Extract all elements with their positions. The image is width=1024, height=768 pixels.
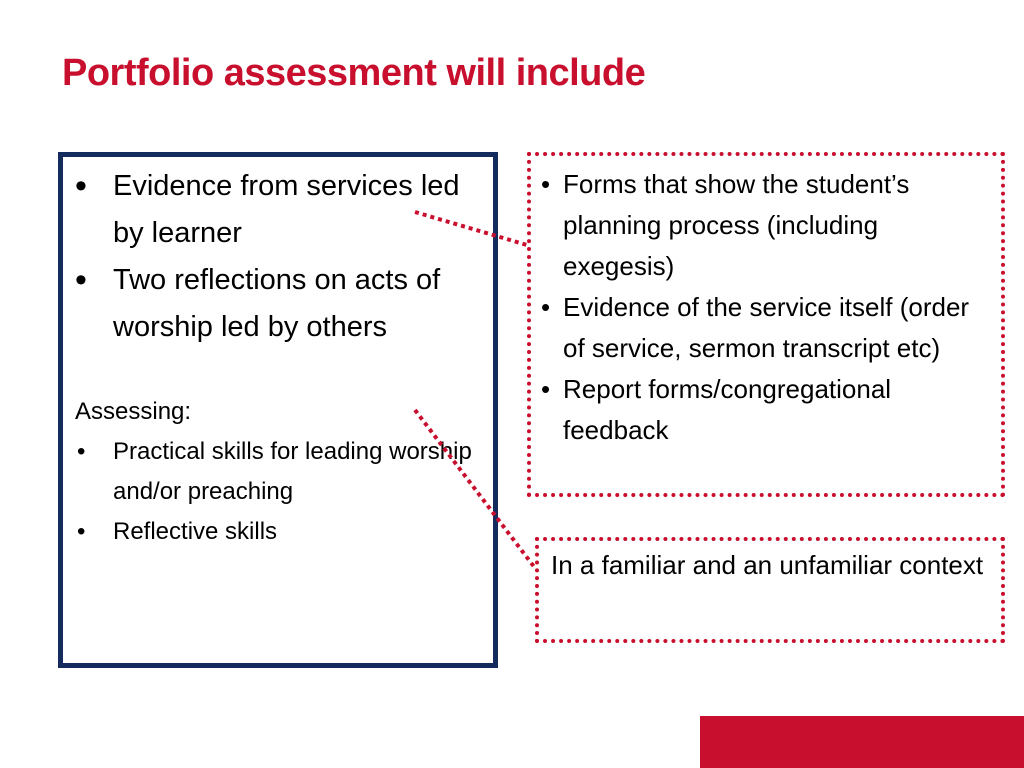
bullet-icon: • — [77, 438, 86, 465]
bullet-icon: • — [541, 169, 551, 199]
list-item-text: Forms that show the student’s planning process (including exegesis) — [563, 169, 910, 281]
list-item-text: Practical skills for leading worship and/or preaching — [113, 438, 472, 505]
bullet-icon: • — [77, 518, 86, 545]
bullet-icon: • — [75, 167, 87, 205]
list-item-text: Reflective skills — [113, 518, 278, 545]
slide-title: Portfolio assessment will include — [62, 52, 646, 94]
list-item-text: Evidence from services led by learner — [113, 170, 460, 249]
connector-line-forms — [415, 212, 527, 245]
context-text: In a familiar and an unfamiliar context — [551, 550, 984, 580]
assessing-heading: Assessing: — [75, 398, 192, 425]
bullet-icon: • — [541, 374, 551, 404]
list-item-text: Two reflections on acts of worship led by others — [113, 264, 441, 343]
footer-accent-bar — [700, 716, 1024, 768]
bullet-icon: • — [541, 292, 551, 322]
connector-line-context — [415, 410, 535, 568]
list-item-text: Report forms/congregational feedback — [563, 374, 892, 445]
bullet-icon: • — [75, 261, 87, 299]
list-item-text: Evidence of the service itself (order of service, sermon transcript etc) — [563, 292, 970, 363]
